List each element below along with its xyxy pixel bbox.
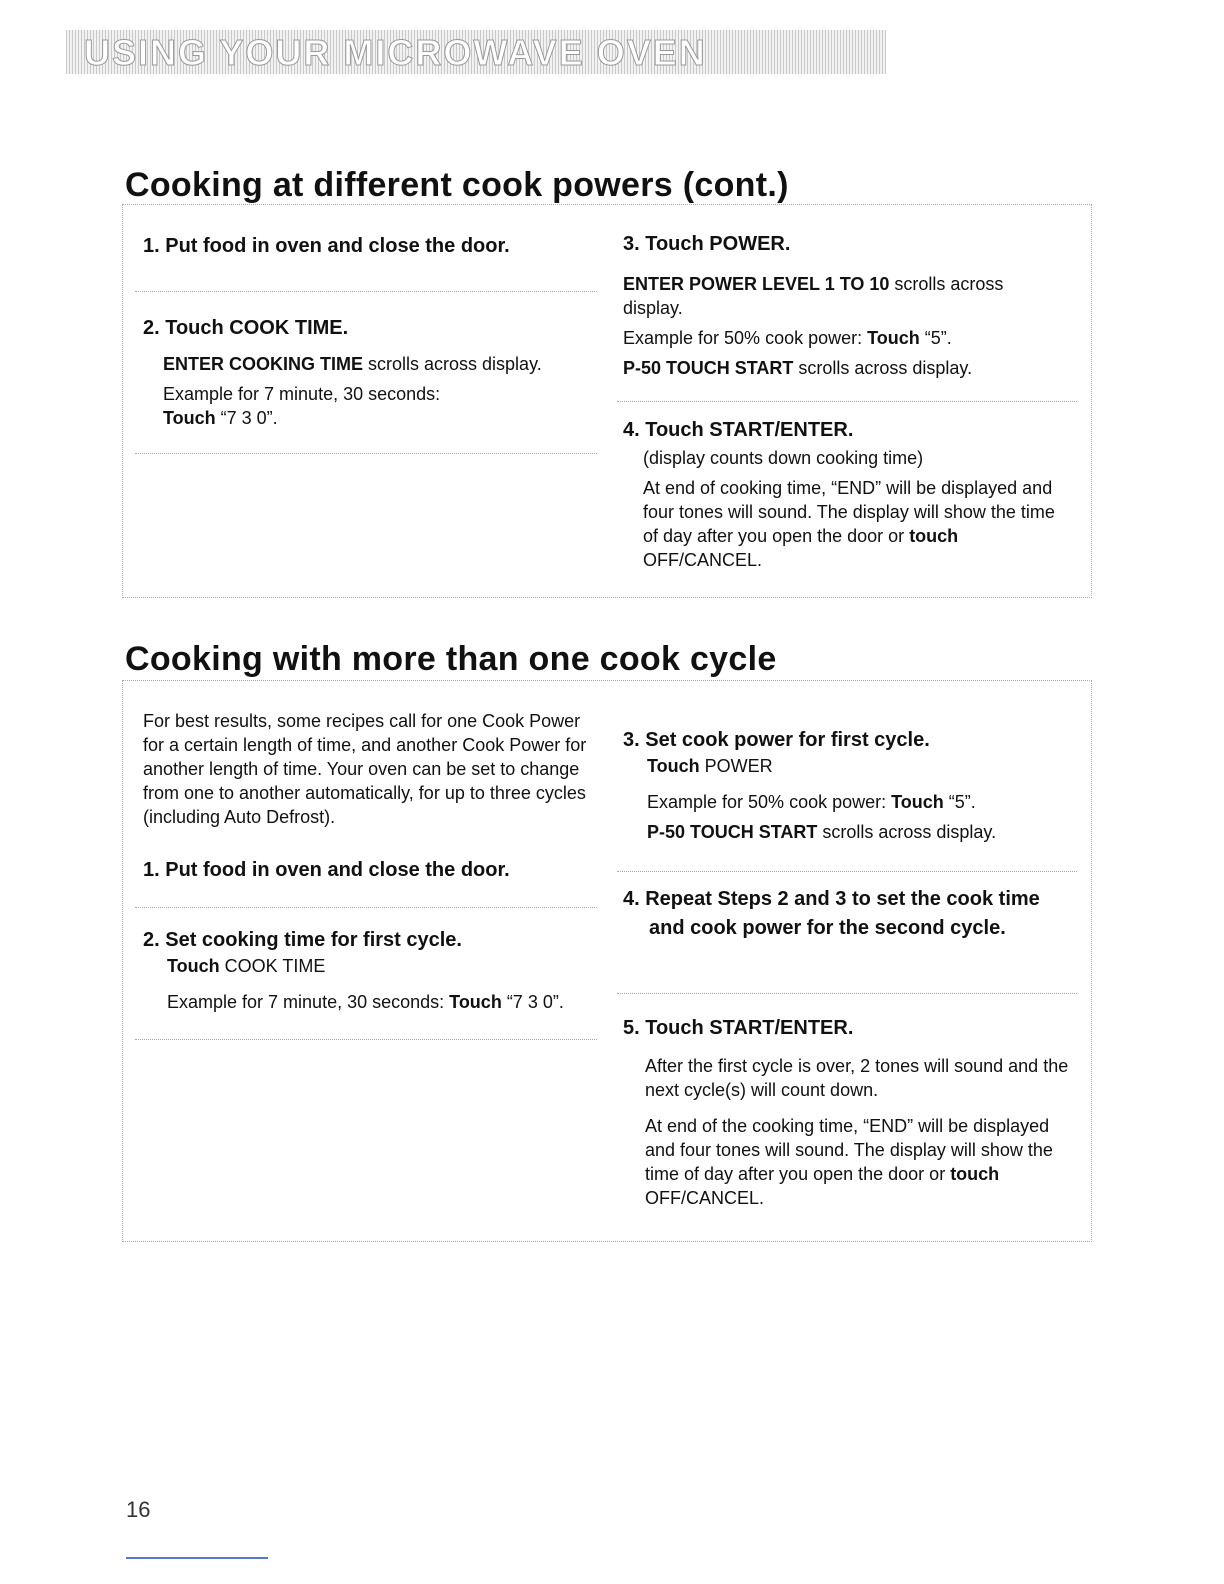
- s1-step4-block: [623, 419, 1063, 572]
- section-banner: [66, 30, 886, 74]
- s2-step3-l1-bold: Touch: [647, 756, 700, 776]
- s2-step5-l2-bold: touch: [950, 1164, 1000, 1184]
- s1-step2: 2. Touch COOK TIME.: [143, 317, 349, 339]
- s2-step3: 3. Set cook power for first cycle.: [623, 729, 930, 751]
- s1-step4-l2-bold: touch: [909, 526, 959, 546]
- s2-step2-l2-bold: Touch: [449, 992, 502, 1012]
- s2-step3-l3-text: scrolls across display.: [817, 822, 997, 842]
- s2-step2-body: [167, 954, 613, 1014]
- s2-step2-l1-bold: Touch: [167, 956, 220, 976]
- divider: [135, 1039, 597, 1040]
- s1-step2-l1-text: scrolls across display.: [363, 354, 542, 374]
- s2-intro-block: [143, 709, 593, 829]
- s1-step3-l3-bold: P-50 TOUCH START: [623, 358, 794, 378]
- s1-step2-l1-bold: ENTER COOKING TIME: [163, 354, 364, 374]
- footer-rule: [126, 1557, 268, 1559]
- s1-step4: 4. Touch START/ENTER.: [623, 419, 854, 441]
- s1-step2-l3-bold: Touch: [163, 408, 216, 428]
- s2-step3-l2-text: Example for 50% cook power:: [647, 792, 892, 812]
- section1-box: [122, 204, 1092, 598]
- s1-step1: 1. Put food in oven and close the door.: [143, 235, 510, 257]
- s2-step5-l2-text: At end of the cooking time, “END” will be displayed and four tones will sound. The display will show the time of day after you open the door or: [645, 1116, 1053, 1184]
- s1-step3-l3-text: scrolls across display.: [793, 358, 973, 378]
- s1-step4-body: [643, 446, 1063, 572]
- s2-step1: 1. Put food in oven and close the door.: [143, 859, 510, 881]
- s2-step3-l3-bold: P-50 TOUCH START: [647, 822, 818, 842]
- section1-title: Cooking at different cook powers (cont.): [125, 166, 789, 204]
- s2-step3-block: [623, 729, 1073, 844]
- divider: [617, 993, 1077, 994]
- s2-step3-l2-bold: Touch: [891, 792, 944, 812]
- s2-step2-l2-text: Example for 7 minute, 30 seconds:: [167, 992, 450, 1012]
- s2-step1-block: [143, 859, 603, 882]
- s1-step3-l1-text: scrolls across display.: [623, 274, 1004, 318]
- s1-step3-body: [623, 272, 1063, 380]
- s1-step2-l2: Example for 7 minute, 30 seconds:: [163, 384, 441, 404]
- s1-step3-l2-text: Example for 50% cook power:: [623, 328, 868, 348]
- s2-step5-body: [645, 1054, 1073, 1210]
- s1-step2-block: [143, 317, 603, 430]
- s2-step5: 5. Touch START/ENTER.: [623, 1017, 854, 1039]
- s2-step5-l1: After the first cycle is over, 2 tones will sound and the next cycle(s) will count down.: [645, 1056, 1069, 1100]
- s1-step3-l1-bold: ENTER POWER LEVEL 1 TO 10: [623, 274, 890, 294]
- section2-title: Cooking with more than one cook cycle: [125, 640, 777, 678]
- s1-step3-l2-text2: “5”.: [919, 328, 952, 348]
- s1-step2-l3-text: “7 3 0”.: [215, 408, 278, 428]
- divider: [135, 907, 597, 908]
- s1-step4-l2-text: At end of cooking time, “END” will be displayed and four tones will sound. The display will show the time of day after you open the door or: [643, 478, 1055, 546]
- section2-box: [122, 680, 1092, 1242]
- s2-intro: For best results, some recipes call for one Cook Power for a certain length of time, and another Cook Power for another length of time. Your oven can be set to change from one to another automatically, for up to three cycles (including Auto Defrost).: [143, 711, 587, 827]
- divider: [617, 871, 1077, 872]
- s2-step2-l2-text2: “7 3 0”.: [501, 992, 564, 1012]
- s2-step4-block: [623, 885, 1053, 943]
- divider: [135, 291, 597, 292]
- s2-step5-block: [623, 1017, 1073, 1210]
- s1-step2-body: [163, 352, 603, 430]
- s1-step3-l2-bold: Touch: [867, 328, 920, 348]
- s2-step3-body: [647, 754, 1073, 844]
- s2-step3-l1-text: POWER: [699, 756, 773, 776]
- s2-step2-l1-text: COOK TIME: [219, 956, 326, 976]
- s1-step3: 3. Touch POWER.: [623, 233, 791, 255]
- banner-text: USING YOUR MICROWAVE OVEN: [84, 32, 707, 73]
- section1-left-col: [143, 235, 603, 258]
- s1-step3-block: [623, 233, 1063, 380]
- divider: [617, 401, 1077, 402]
- page-number: 16: [126, 1497, 151, 1522]
- s2-step2: 2. Set cooking time for first cycle.: [143, 929, 462, 951]
- divider: [135, 453, 597, 454]
- s1-step4-l2-text2: OFF/CANCEL.: [643, 550, 763, 570]
- s2-step3-l2-text2: “5”.: [943, 792, 976, 812]
- s2-step4: 4. Repeat Steps 2 and 3 to set the cook time and cook power for the second cycle.: [623, 888, 1040, 939]
- s2-step5-l2-text2: OFF/CANCEL.: [645, 1188, 765, 1208]
- s2-step2-block: [143, 929, 613, 1014]
- s1-step4-l1: (display counts down cooking time): [643, 448, 924, 468]
